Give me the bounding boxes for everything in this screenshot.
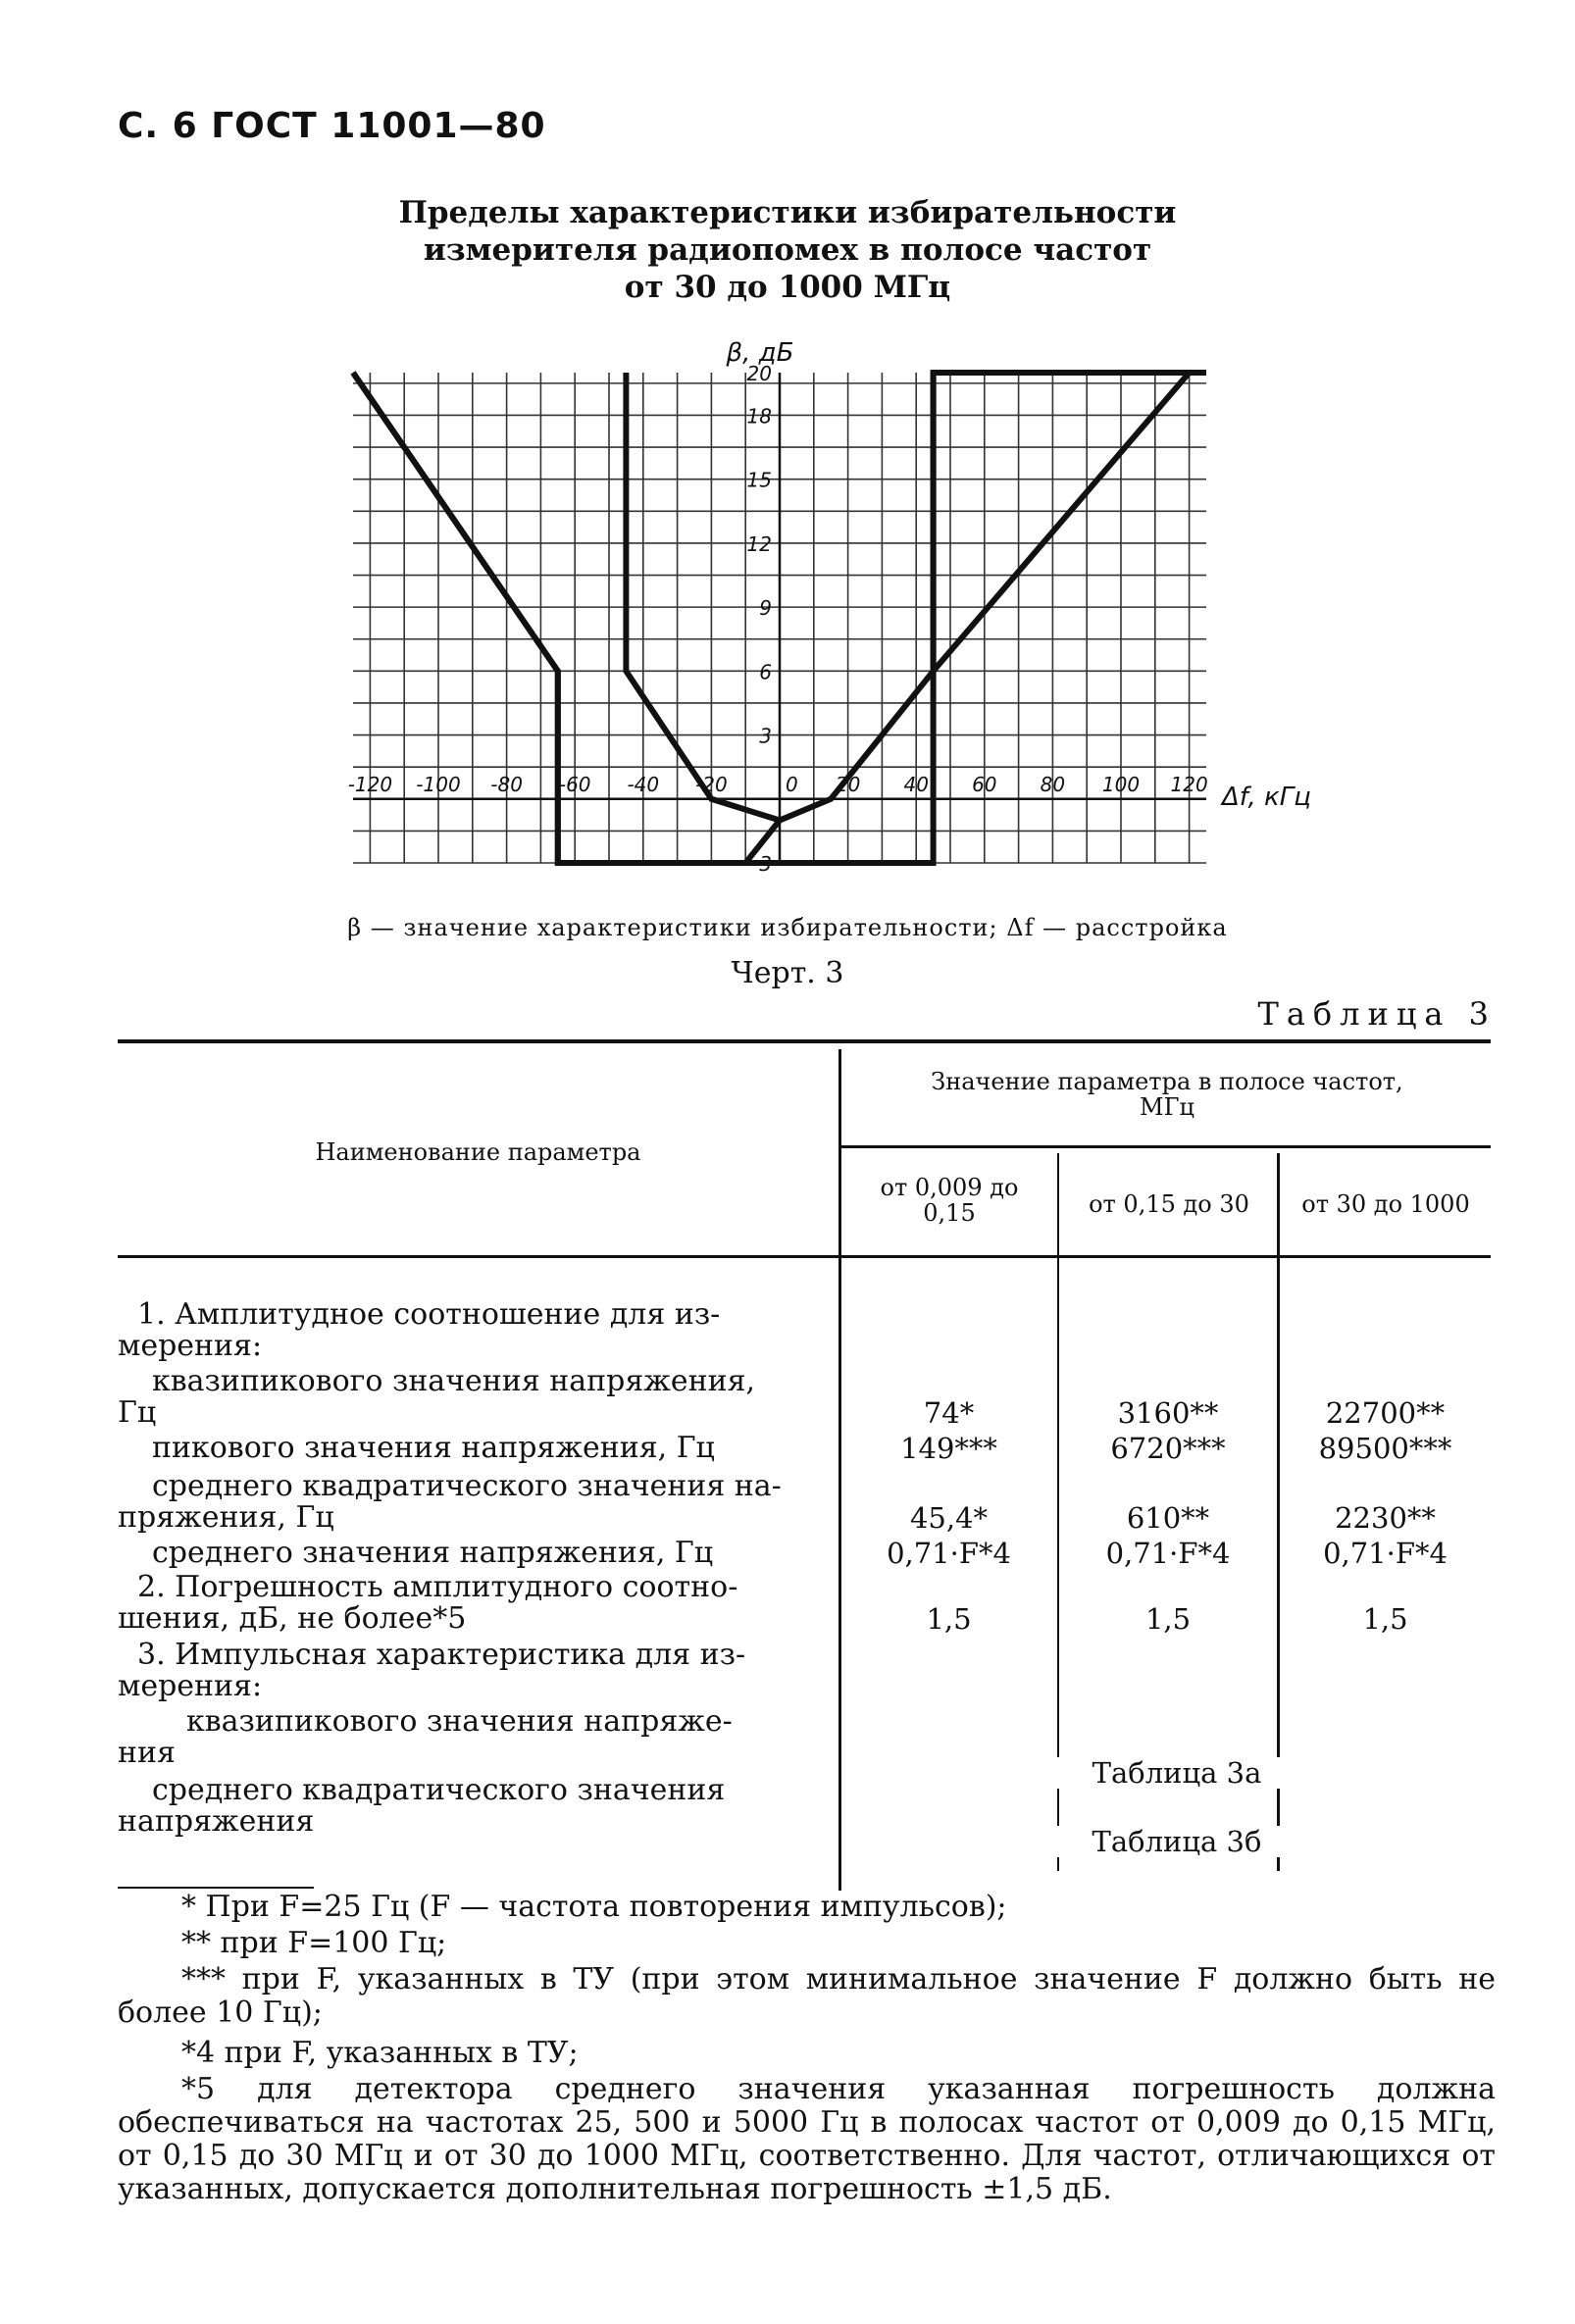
- row-line-1: 1. Амплитудное соотношение для из-: [137, 1297, 721, 1332]
- footnote-1: * При F=25 Гц (F — частота повторения импульсов);: [181, 1890, 1007, 1924]
- row-line-5: пикового значения напряжения, Гц: [152, 1431, 715, 1465]
- cell-rms-col1: 45,4*: [909, 1501, 989, 1535]
- cell-average-col2: 0,71·F*4: [1105, 1537, 1231, 1570]
- cell-rms-col2: 610**: [1126, 1501, 1210, 1535]
- y-tick-label: 6: [759, 660, 772, 684]
- table-header-rule: [118, 1255, 1491, 1258]
- x-tick-label: 80: [1040, 772, 1066, 796]
- y-tick-label: 20: [746, 362, 772, 385]
- cell-peak-col2: 6720***: [1110, 1432, 1226, 1465]
- x-tick-label: 20: [835, 772, 861, 796]
- row-line-12: мерения:: [118, 1669, 263, 1703]
- series-line-4: [934, 373, 1190, 671]
- figure-caption: β — значение характеристики избирательности; Δf — расстройка: [347, 914, 1228, 941]
- y-tick-label: -3: [752, 852, 772, 876]
- row-line-15: среднего квадратического значения: [152, 1773, 726, 1807]
- x-tick-label: -80: [490, 772, 523, 796]
- table-top-rule: [118, 1039, 1491, 1043]
- footnote-4: *4 при F, указанных в ТУ;: [181, 2036, 579, 2070]
- footnote-3: *** при F, указанных в ТУ (при этом минимальное значение F должно быть не более 10 Гц);: [118, 1962, 1496, 2030]
- y-tick-label: 18: [746, 404, 772, 429]
- col-header-1: от 0,009 до 0,15: [880, 1174, 1019, 1227]
- footnote-2: ** при F=100 Гц;: [181, 1926, 447, 1960]
- cell-quasipeak-col3: 22700**: [1325, 1396, 1446, 1430]
- col-header-2: от 0,15 до 30: [1089, 1190, 1249, 1218]
- cell-average-col3: 0,71·F*4: [1323, 1537, 1448, 1570]
- x-tick-label: 60: [972, 772, 997, 796]
- group-header: Значение параметра в полосе частот, МГц: [931, 1068, 1403, 1121]
- row-line-11: 3. Импульсная характеристика для из-: [137, 1638, 746, 1672]
- row-line-10: шения, дБ, не более*5: [118, 1601, 467, 1636]
- figure-label: Черт. 3: [731, 956, 844, 990]
- cell-table-3a: Таблица 3а: [1020, 1757, 1334, 1789]
- footnote-5: *5 для детектора среднего значения указанная погрешность должна обеспечиваться на частотах 25, 500 и 5000 Гц в полосах частот от 0,009 до 0,15 МГц, от 0,15 до 30 МГц и от 30 до 1000 МГц, соответственно. Для частот, отличающихся от указанных, допускается дополнительная погрешность ±1,5 дБ.: [118, 2072, 1496, 2206]
- cell-peak-col1: 149***: [900, 1432, 997, 1465]
- row-line-6: среднего квадратического значения на-: [152, 1469, 782, 1503]
- y-tick-label: 12: [746, 531, 772, 556]
- row-line-14: ния: [118, 1736, 176, 1770]
- cell-error-col1: 1,5: [926, 1602, 972, 1636]
- y-axis-title: β, дБ: [726, 338, 794, 368]
- row-line-9: 2. Погрешность амплитудного соотно-: [137, 1570, 738, 1604]
- x-tick-label: -60: [558, 772, 591, 796]
- table-group-rule: [841, 1145, 1491, 1148]
- figure-title-line-2: измерителя радиопомех в полосе частот: [423, 232, 1152, 268]
- figure-title-line-3: от 30 до 1000 МГц: [624, 270, 951, 305]
- row-line-2: мерения:: [118, 1329, 263, 1363]
- x-axis-title: Δf, кГц: [1222, 782, 1311, 812]
- figure-title-line-1: Пределы характеристики избирательности: [398, 195, 1177, 230]
- cell-average-col1: 0,71·F*4: [887, 1537, 1011, 1570]
- row-line-3: квазипикового значения напряжения,: [152, 1364, 756, 1398]
- row-line-4: Гц: [118, 1395, 157, 1430]
- chart-axes: [353, 373, 1206, 863]
- cell-peak-col3: 89500***: [1318, 1432, 1452, 1465]
- y-tick-label: 15: [746, 468, 772, 492]
- y-tick-label: 9: [759, 596, 772, 621]
- table-vline-1: [838, 1049, 841, 1891]
- row-line-16: напряжения: [118, 1804, 315, 1839]
- cell-error-col2: 1,5: [1144, 1602, 1192, 1636]
- col-header-name: Наименование параметра: [315, 1138, 641, 1166]
- cell-rms-col3: 2230**: [1335, 1501, 1436, 1535]
- row-line-8: среднего значения напряжения, Гц: [152, 1536, 714, 1570]
- x-tick-label: -40: [627, 772, 660, 796]
- selectivity-chart: [333, 314, 1334, 902]
- cell-quasipeak-col2: 3160**: [1117, 1396, 1219, 1430]
- row-line-13: квазипикового значения напряже-: [186, 1704, 733, 1739]
- x-tick-label: -20: [695, 772, 728, 796]
- x-tick-label: -120: [347, 772, 393, 796]
- cell-table-3b: Таблица 3б: [1020, 1826, 1334, 1857]
- x-tick-label: -100: [416, 772, 461, 796]
- cell-quasipeak-col1: 74*: [923, 1396, 975, 1430]
- x-tick-label: 100: [1101, 772, 1141, 796]
- x-tick-label: 120: [1170, 772, 1208, 796]
- footnote-rule: [118, 1887, 314, 1889]
- page-header: С. 6 ГОСТ 11001—80: [118, 106, 546, 146]
- x-tick-label: 40: [903, 772, 929, 796]
- origin-label: 0: [786, 772, 798, 796]
- table-label: Таблица 3: [1257, 995, 1497, 1033]
- cell-error-col3: 1,5: [1362, 1602, 1408, 1636]
- row-line-7: пряжения, Гц: [118, 1500, 334, 1535]
- y-tick-label: 3: [759, 724, 772, 748]
- col-header-3: от 30 до 1000: [1301, 1190, 1470, 1218]
